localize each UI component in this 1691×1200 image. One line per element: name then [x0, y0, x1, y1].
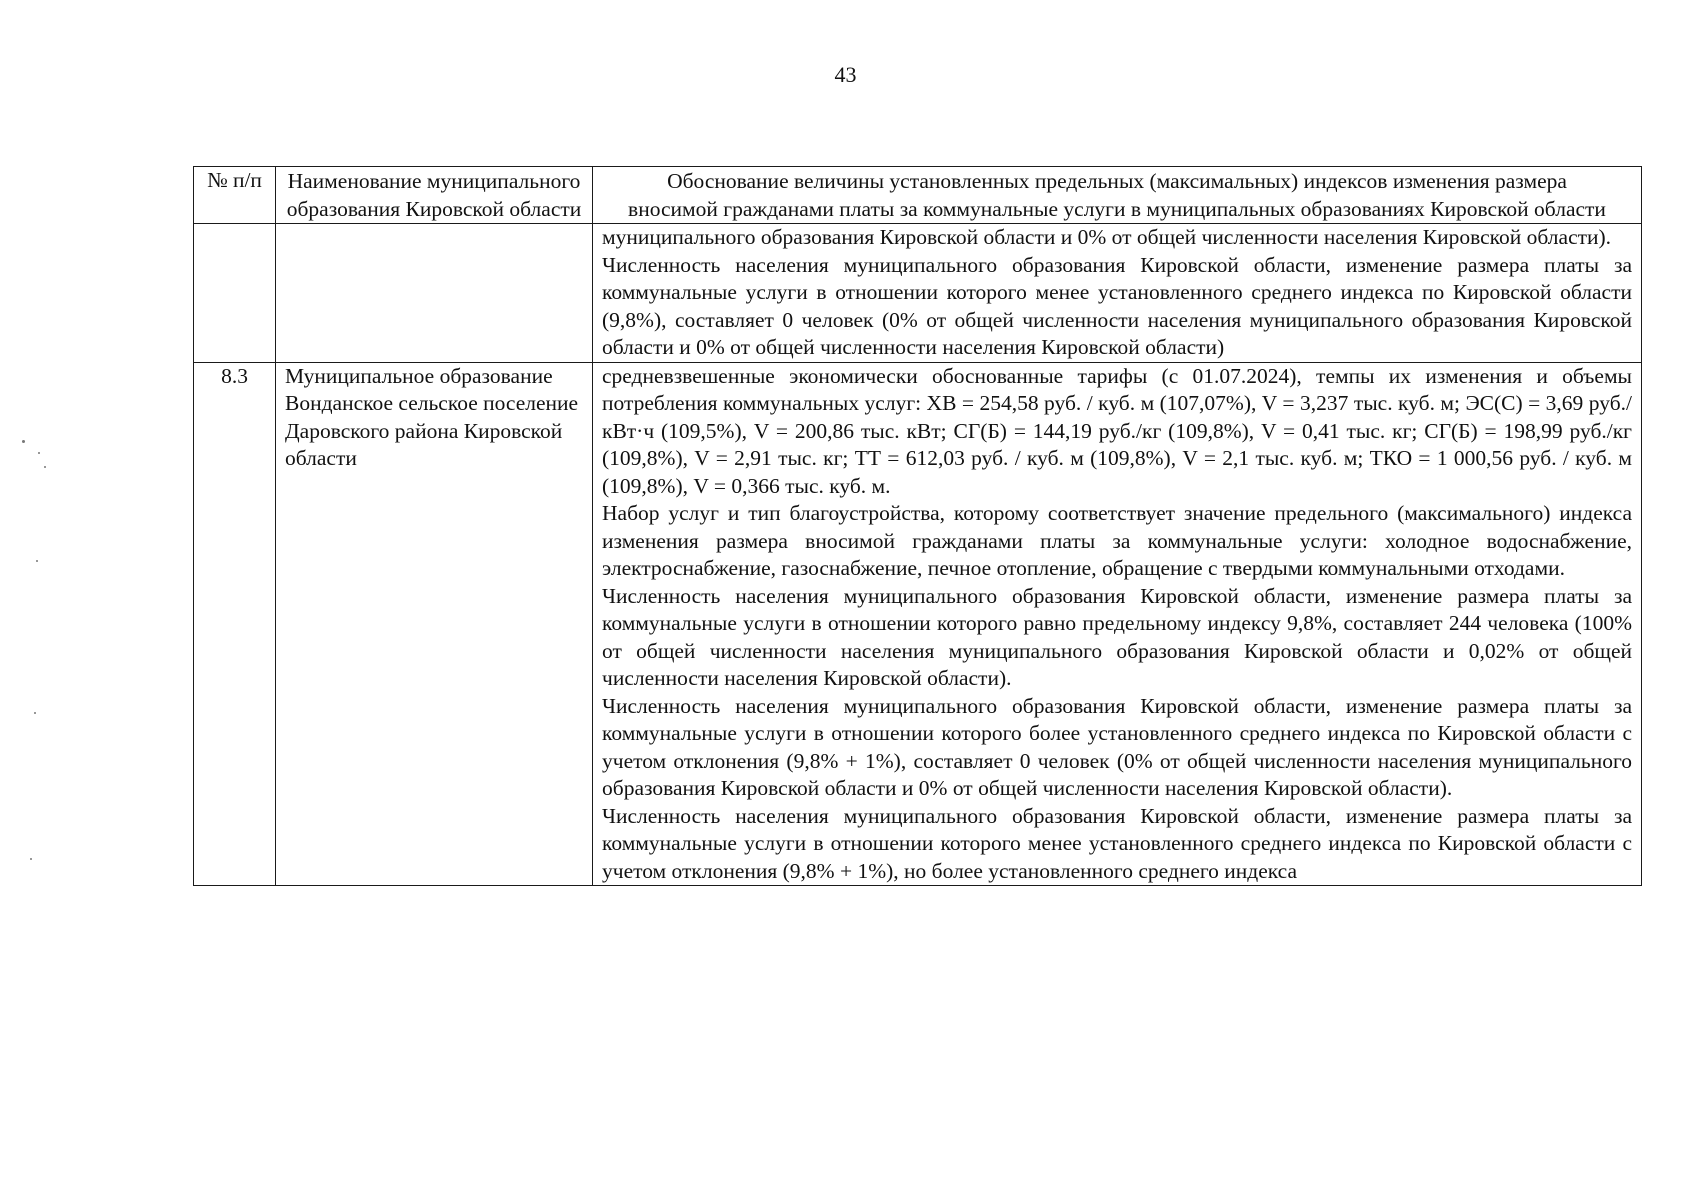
row-number: 8.3 [194, 362, 276, 886]
row-municipality-name [276, 224, 593, 363]
table-row [194, 362, 1642, 886]
row-municipality-name: Муниципальное образование Вонданское сельское поселение Даровского района Кировской области [276, 362, 593, 886]
justification-paragraph: Численность населения муниципального образования Кировской области, изменение размера платы за коммунальные услуги в отношении которого менее установленного среднего индекса по Кировской области с учетом отклонения (9,8% + 1%), но более установленного среднего индекса [602, 803, 1632, 883]
row-justification [593, 224, 1642, 363]
scan-artifact-dot [22, 440, 25, 443]
row-justification [593, 362, 1642, 886]
justification-paragraph: Численность населения муниципального образования Кировской области, изменение размера платы за коммунальные услуги в отношении которого равно предельному индексу 9,8%, составляет 244 человека (100% от общей численности населения муниципального образования Кировской области и 0,02% от общей численности населения Кировской области). [602, 583, 1632, 690]
scan-artifact-dot [34, 712, 36, 714]
scan-artifact-dot [38, 452, 40, 454]
header-number: № п/п [194, 167, 276, 224]
justification-paragraph: Набор услуг и тип благоустройства, которому соответствует значение предельного (максимального) индекса изменения размера вносимой гражданами платы за коммунальные услуги: холодное водоснабжение, электроснабжение, газоснабжение, печное отопление, обращение с твердыми коммунальными отходами. [602, 501, 1632, 580]
justification-paragraph: Численность населения муниципального образования Кировской области, изменение размера платы за коммунальные услуги в отношении которого более установленного среднего индекса по Кировской области с учетом отклонения (9,8% + 1%), составляет 0 человек (0% от общей численности населения муниципального образования Кировской области и 0% от общей численности населения Кировской области). [602, 693, 1632, 800]
page-number: 43 [834, 62, 857, 87]
scan-artifact-dot [44, 466, 46, 468]
table-header-row [194, 167, 1642, 224]
justification-paragraph: средневзвешенные экономически обоснованные тарифы (с 01.07.2024), темпы их изменения и объемы потребления коммунальных услуг: ХВ = 254,58 руб. / куб. м (107,07%), V = 3,237 тыс. куб. м; ЭС(С) = 3,69 руб./кВт·ч (109,5%), V = 200,86 тыс. кВт; СГ(Б) = 144,19 руб./кг (109,8%), V = 0,41 тыс. кг; СГ(Б) = 198,99 руб./кг (109,8%), V = 2,91 тыс. кг; ТТ = 612,03 руб. / куб. м (109,8%), V = 2,1 тыс. куб. м; ТКО = 1 000,56 руб. / куб. м (109,8%), V = 0,366 тыс. куб. м. [602, 363, 1632, 498]
row-number [194, 224, 276, 363]
justification-paragraph: муниципального образования Кировской области и 0% от общей численности населения Кировской области). [602, 225, 1612, 249]
scan-artifact-dot [30, 858, 32, 860]
header-justification: Обоснование величины установленных предельных (максимальных) индексов изменения размера вносимой гражданами платы за коммунальные услуги в муниципальных образованиях Кировской области [593, 167, 1642, 224]
justification-paragraph: Численность населения муниципального образования Кировской области, изменение размера платы за коммунальные услуги в отношении которого менее установленного среднего индекса по Кировской области (9,8%), составляет 0 человек (0% от общей численности населения муниципального образования Кировской области и 0% от общей численности населения Кировской области) [602, 252, 1632, 359]
scan-artifact-dot [36, 560, 38, 562]
header-municipality-name: Наименование муниципального образования Кировской области [276, 167, 593, 224]
justification-table [193, 166, 1642, 886]
table-row [194, 224, 1642, 363]
